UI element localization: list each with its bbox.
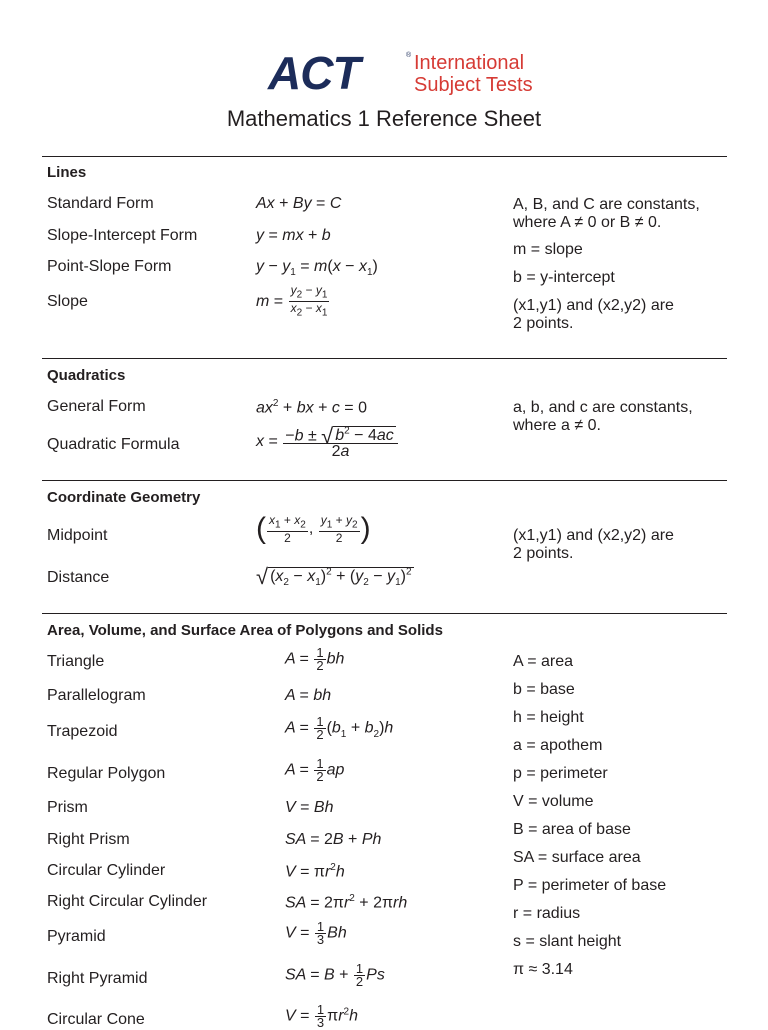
row-label: Right Circular Cylinder (47, 893, 208, 910)
formula-distance: √ $(x_2 - x_1)^2 + (y_2 - y_1)^2$ (256, 564, 412, 589)
formula-triangle: A = $\frac{1}{2}$ bh (285, 645, 345, 673)
formula-point-slope: $y - y_1 = m(x - x_1)$ (256, 258, 378, 279)
formula-quadratic: x = $\frac{-b \pm √ b^2 - 4ac}{2a}$ (256, 424, 399, 459)
note-area: A = area (513, 653, 574, 670)
row-label: Slope-Intercept Form (47, 227, 198, 244)
formula-slope-intercept: y = mx + b (256, 227, 331, 244)
note-slope: m = slope (513, 241, 583, 258)
note-intercept: b = y-intercept (513, 269, 615, 286)
row-label: Triangle (47, 653, 105, 670)
row-label: Right Prism (47, 831, 130, 848)
logo-line1: International (414, 52, 525, 74)
row-label: Parallelogram (47, 687, 146, 704)
row-label: Slope (47, 293, 88, 310)
row-label: Distance (47, 569, 110, 586)
note-base: b = base (513, 681, 575, 698)
formula-general-form: $ax^2$ + bx + c = 0 (256, 398, 367, 417)
row-label: Regular Polygon (47, 765, 166, 782)
formula-right-circular-cylinder: SA = $2\pi r^2 + 2\pi rh$ (285, 893, 408, 912)
formula-slope: m = $\frac{y_2 - y_1}{x_2 - x_1}$ (256, 283, 328, 319)
formula-regular-polygon: A = $\frac{1}{2}$ ap (285, 756, 345, 784)
row-label: Trapezoid (47, 723, 118, 740)
section-divider (42, 480, 727, 481)
formula-trapezoid: A = $\frac{1}{2}$ $(b_1 + b_2)h$ (285, 714, 394, 742)
formula-standard-form: Ax + By = C (256, 195, 342, 212)
formula-prism: V = Bh (285, 799, 334, 816)
section-divider (42, 156, 727, 157)
registered-mark-icon: ® (406, 52, 412, 59)
formula-circular-cone: V = $\frac{1}{3}$ $\pi r^2h$ (285, 1002, 358, 1030)
note-perimeter: p = perimeter (513, 765, 608, 782)
section-heading-quadratics: Quadratics (47, 367, 126, 384)
note-slant-height: s = slant height (513, 933, 622, 950)
row-label: Quadratic Formula (47, 436, 180, 453)
logo-brand: ACT (268, 47, 360, 99)
page-title: Mathematics 1 Reference Sheet (226, 106, 542, 131)
note-constants: A, B, and C are constants, where A ≠ 0 or B ≠ 0. (513, 196, 700, 231)
section-divider (42, 358, 727, 359)
note-coord-points: (x1,y1) and (x2,y2) are 2 points. (513, 527, 674, 562)
note-points: (x1,y1) and (x2,y2) are 2 points. (513, 297, 674, 332)
note-volume: V = volume (513, 793, 594, 810)
note-area-of-base: B = area of base (513, 821, 631, 838)
formula-pyramid: V = $\frac{1}{3}$ Bh (285, 919, 347, 947)
formula-midpoint: ( $\frac{x_1 + x_2}{2}$ , $\frac{y_1 + y_2}{2}$ ) (256, 512, 371, 546)
row-label: General Form (47, 398, 146, 415)
row-label: Circular Cylinder (47, 862, 166, 879)
note-pi: π ≈ 3.14 (513, 961, 573, 978)
formula-circular-cylinder: $V = \pi r^2h$ (285, 862, 345, 881)
logo-line2: Subject Tests (414, 74, 533, 96)
note-surface-area: SA = surface area (513, 849, 641, 866)
row-label: Point-Slope Form (47, 258, 172, 275)
row-label: Circular Cone (47, 1011, 145, 1028)
note-perimeter-of-base: P = perimeter of base (513, 877, 667, 894)
section-heading-area: Area, Volume, and Surface Area of Polygons and Solids (47, 622, 443, 639)
section-heading-coordinate: Coordinate Geometry (47, 489, 201, 506)
formula-parallelogram: A = bh (285, 687, 332, 704)
note-quad-constants: a, b, and c are constants, where a ≠ 0. (513, 399, 693, 434)
row-label: Midpoint (47, 527, 108, 544)
formula-right-pyramid: SA = B + $\frac{1}{2}$ Ps (285, 961, 385, 989)
formula-right-prism: SA = 2B + Ph (285, 831, 382, 848)
row-label: Right Pyramid (47, 970, 148, 987)
row-label: Standard Form (47, 195, 154, 212)
section-divider (42, 613, 727, 614)
section-heading-lines: Lines (47, 164, 87, 181)
note-height: h = height (513, 709, 584, 726)
row-label: Prism (47, 799, 88, 816)
note-radius: r = radius (513, 905, 581, 922)
row-label: Pyramid (47, 928, 106, 945)
note-apothem: a = apothem (513, 737, 603, 754)
